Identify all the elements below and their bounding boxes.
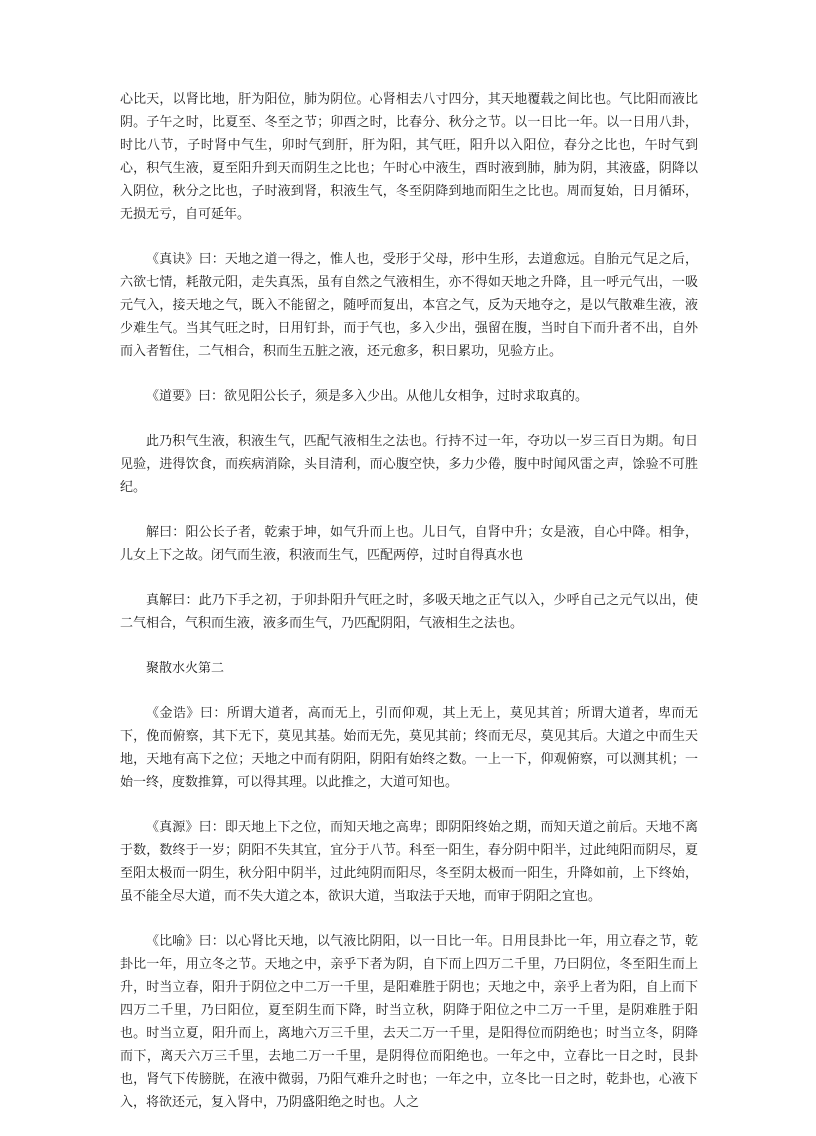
paragraph-daoyao: 《道要》曰：欲见阳公长子，须是多入少出。从他儿女相争，过时求取真的。 [146,389,589,404]
paragraph-method: 此乃积气生液，积液生气，匹配气液相生之法也。行持不过一年，夺功以一岁三百日为期。旬日见验，进得饮食，而疾病消除，头目清利，而心腹空快，多力少倦，腹中时闻风雷之声，馀验不可胜纪。 [120,434,698,495]
paragraph-zhenjie: 真解曰：此乃下手之初，于卯卦阳升气旺之时，多吸天地之正气以入，少呼自己之元气以出，使二气相合，气积而生液，液多而生气，乃匹配阴阳，气液相生之法也。 [120,593,698,631]
paragraph-jingao: 《金诰》曰：所谓大道者，高而无上，引而仰观，其上无上，莫见其首；所谓大道者，卑而无下，俛而俯察，其下无下，莫见其基。始而无先，莫见其前；终而无尽，莫见其后。大道之中而生天地，天地有高下之位；天地之中而有阴阳，阴阳有始终之数。一上一下，仰观俯察，可以测其机；一始一终，度数推算，可以得其理。以此推之，大道可知也。 [120,706,698,790]
paragraph-zhenjue: 《真诀》曰：天地之道一得之，惟人也，受形于父母，形中生形，去道愈远。自胎元气足之后，六欲七情，耗散元阳，走失真炁，虽有自然之气液相生，亦不得如天地之升降，且一呼元气出，一吸元气入，接天地之气，既入不能留之，随呼而复出，本宫之气，反为天地夺之，是以气散难生液，液少难生气。当其气旺之时，日用钉卦，而于气也，多入少出，强留在腹，当时自下而升者不出，自外而入者暂住，二气相合，积而生五脏之液，还元愈多，积日累功，见验方止。 [120,252,698,359]
document-page [120,88,698,1136]
paragraph-biyu: 《比喻》曰：以心肾比天地，以气液比阴阳，以一日比一年。日用艮卦比一年，用立春之节，乾卦比一年，用立冬之节。天地之中，亲乎下者为阴，自下而上四万二千里，乃曰阴位，冬至阳生而上升，时当立春，阳升于阴位之中二万一千里，是阳难胜于阴也；天地之中，亲乎上者为阳，自上而下四万二千里，乃曰阳位，夏至阴生而下降，时当立秋，阴降于阳位之中二万一千里，是阴难胜于阳也。时当立夏，阳升而上，离地六万三千里，去天二万一千里，是阳得位而阴绝也；时当立冬，阴降而下，离天六万三千里，去地二万一千里，是阴得位而阳绝也。一年之中，立春比一日之时，艮卦也，肾气下传膀胱，在液中微弱，乃阳气难升之时也；一年之中，立冬比一日之时，乾卦也，心液下入，将欲还元，复入肾中，乃阴盛阳绝之时也。人之 [120,934,698,1110]
section-heading: 聚散水火第二 [146,661,225,676]
paragraph-jie: 解曰：阳公长子者，乾索于坤，如气升而上也。儿日气，自肾中升；女是液，自心中降。相争，儿女上下之故。闭气而生液，积液而生气，匹配两停，过时自得真水也 [120,525,698,563]
paragraph-zhenyuan: 《真源》曰：即天地上下之位，而知天地之高卑；即阴阳终始之期，而知天道之前后。天地不离于数，数终于一岁；阴阳不失其宜，宜分于八节。科至一阳生，春分阴中阳半，过此纯阳而阴尽，夏至阳太极而一阴生，秋分阳中阴半，过此纯阴而阳尽，冬至阴太极而一阳生，升降如前，上下终始，虽不能全尽大道，而不失大道之本，欲识大道，当取法于天地，而审于阴阳之宜也。 [120,820,698,904]
paragraph-heart-kidney: 心比天，以肾比地，肝为阳位，肺为阴位。心肾相去八寸四分，其天地覆载之间比也。气比阳而液比阴。子午之时，比夏至、冬至之节；卯酉之时，比春分、秋分之节。以一日比一年。以一日用八卦，时比八节，子时肾中气生，卯时气到肝，肝为阳，其气旺，阳升以入阳位，春分之比也，午时气到心，积气生液，夏至阳升到天而阴生之比也；午时心中液生，酉时液到肺，肺为阴，其液盛，阴降以入阴位，秋分之比也，子时液到肾，积液生气，冬至阴降到地而阳生之比也。周而复始，日月循环，无损无亏，自可延年。 [120,92,698,222]
